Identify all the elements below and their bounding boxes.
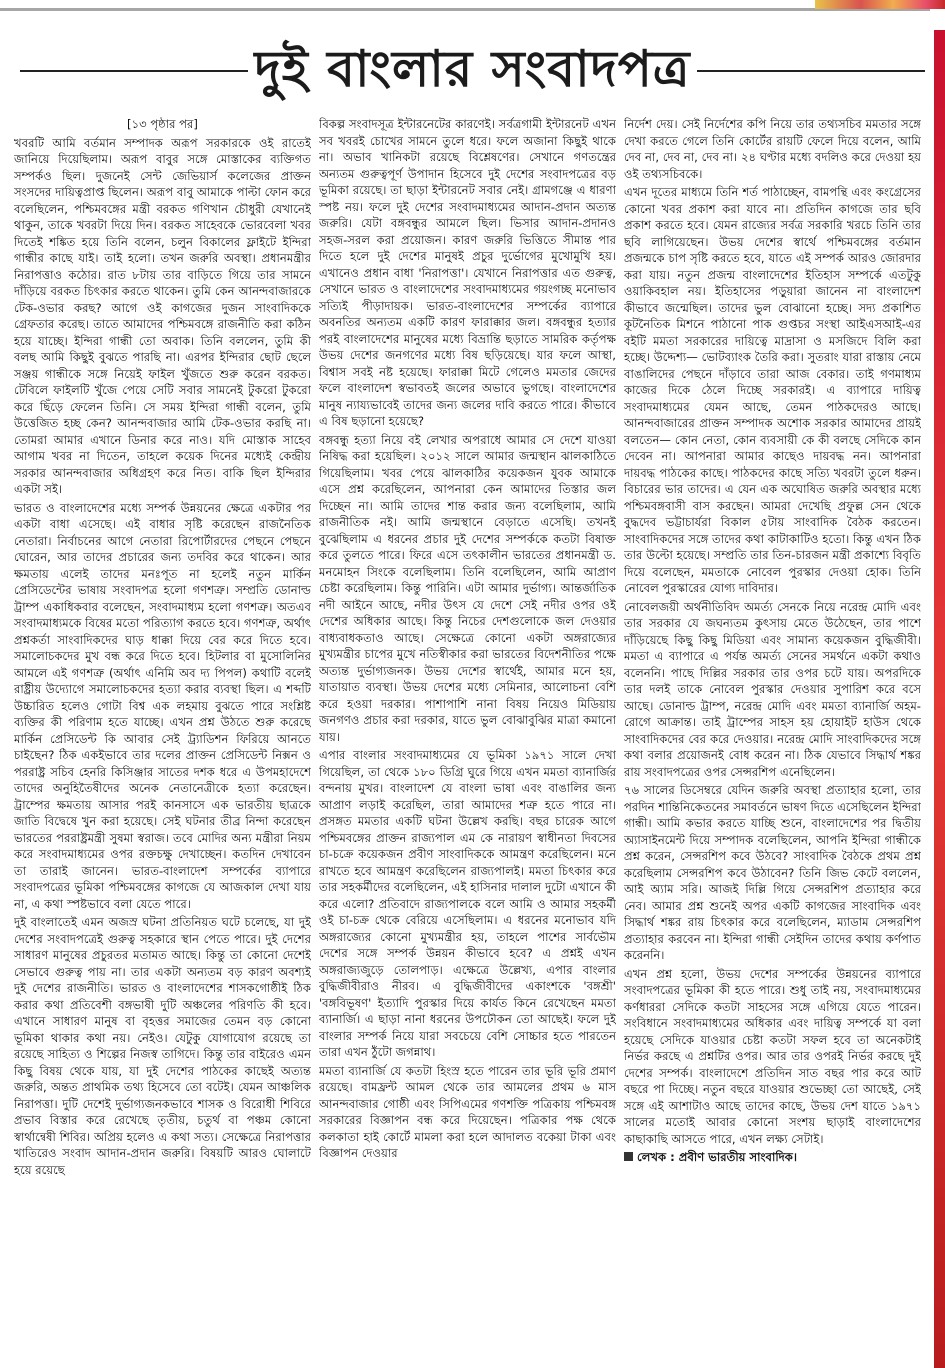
headline: দুই বাংলার সংবাদপত্র <box>254 39 691 98</box>
paragraph: ৭৬ সালের ডিসেম্বরে যেদিন জরুরি অবস্থা প্রত্যাহার হলো, তার পরদিন শান্তিনিকেতনের সমাবর্তনে ভাষণ দিতে এসেছিলেন ইন্দিরা গান্ধী। আমি কভার করতে যাচ্ছি শুনে, বাংলাদেশের পর দ্বিতীয় অ্যাসাইনমেন্ট দিয়ে সম্পাদক বলেছিলেন, আপনি ইন্দিরা গান্ধীকে প্রশ্ন করেন, সেন্সরশিপ কবে উঠবে? সাংবাদিক বৈঠকে প্রথম প্রশ্ন করেছিলাম সেন্সরশিপ কবে উঠাবেন? তিনি জিভ কেটে বললেন, আই অ্যাম সরি। আজই দিল্লি গিয়ে সেন্সরশিপ প্রত্যাহার করে নেব। আমার প্রশ্ন শুনেই অপর একটি কাগজের সাংবাদিক এবং সিদ্ধার্থ শঙ্কর রায় চিৎকার করে বলেছিলেন, ম্যাডাম সেন্সরশিপ প্রত্যাহার করবেন না। ইন্দিরা গান্ধী সেইদিন তাদের কথায় কর্ণপাত করেননি। <box>624 783 921 962</box>
paragraph: মমতা ব্যানার্জি যে কতটা হিংস্র হতে পারেন তার ভূরি ভূরি প্রমাণ রয়েছে। বামফ্রন্ট আমল থেকে তার আমলের প্রথম ৬ মাস আনন্দবাজার গোষ্ঠী এবং সিপিএমের গণশক্তি পত্রিকায় পশ্চিমবঙ্গ সরকারের বিজ্ঞাপন বন্ধ করে দিয়েছেন। পত্রিকার পক্ষ থেকে কলকাতা হাই কোর্টে মামলা করা হলে আদালত বকেয়া টাকা এবং বিজ্ঞাপন দেওয়ার <box>319 1063 616 1160</box>
paragraph: এপার বাংলার সংবাদমাধ্যমের যে ভূমিকা ১৯৭১ সালে দেখা গিয়েছিল, তা থেকে ১৮০ ডিগ্রি ঘুরে গিয়ে এখন মমতা ব্যানার্জির বন্দনায় মুখর। বাংলাদেশ যে বাংলা ভাষা এবং বাঙালির জন্য আপ্রাণ লড়াই করেছিল, তারা আমাদের শত্রু হতে পারে না। প্রসঙ্গত মমতার একটি ঘটনা উল্লেখ করছি। বছর চারেক আগে পশ্চিমবঙ্গের প্রাক্তন রাজ্যপাল এম কে নারায়ণ স্বাধীনতা দিবসের চা-চক্রে কয়েকজন প্রবীণ সাংবাদিককে আমন্ত্রণ করেছিলেন। মনে রাখতে হবে আমন্ত্রণ করেছিলেন রাজ্যপালই। মমতা চিৎকার করে তার সহকর্মীদের বলেছিলেন, এই হাসিনার দালাল দুটো এখানে কী করে এলো? প্রতিবাদে রাজ্যপালকে বলে আমি ও আমার সহকর্মী ওই চা-চক্র থেকে বেরিয়ে এসেছিলাম। এ ধরনের মনোভাব যদি অঙ্গরাজ্যের কোনো মুখ্যমন্ত্রীর হয়, তাহলে পাশের সার্বভৌম দেশের সঙ্গে সম্পর্ক উন্নয়ন কীভাবে হবে? এ প্রশ্নই এখন অঙ্গরাজ্যজুড়ে তোলপাড়। এক্ষেত্রে উল্লেখ্য, এপার বাংলার বুদ্ধিজীবীরাও নীরব। এ বুদ্ধিজীবীদের একাংশকে 'বঙ্গশ্রী' 'বঙ্গবিভূষণ' ইত্যাদি পুরস্কার দিয়ে কার্যত কিনে রেখেছেন মমতা ব্যানার্জি। এ ছাড়া নানা ধরনের উপঢৌকন তো আছেই। ফলে দুই বাংলার সম্পর্ক নিয়ে যারা সবচেয়ে বেশি সোচ্চার হতে পারতেন তারা এখন ঠুঁটো জগন্নাথ। <box>319 748 616 1059</box>
paragraph: এখন দূতের মাধ্যমে তিনি শর্ত পাঠাচ্ছেন, বামপন্থি এবং কংগ্রেসের কোনো খবর প্রকাশ করা যাবে না। প্রতিদিন কাগজে তার ছবি প্রকাশ করতে হবে। যেমন রাজ্যের সর্বত্র সরকারি খরচে তিনি তার ছবি লাগিয়েছেন। উভয় দেশের স্বার্থে পশ্চিমবঙ্গের বর্তমান প্রজন্মকে চাপ সৃষ্টি করতে হবে, যাতে এই সম্পর্ক আরও জোরদার করা যায়। নতুন প্রজন্ম বাংলাদেশের ইতিহাস সম্পর্কে এতটুকু ওয়াকিবহাল নয়। ইতিহাসের পড়ুয়ারা জানেন না বাংলাদেশ কীভাবে জন্মেছিল। তাদের ভুল বোঝানো হচ্ছে। সদ্য প্রকাশিত কূটনৈতিক মিশনে পাঠানো পাক গুপ্তচর সংস্থা আইএসআই-এর বইটি মমতা সরকারের দায়িত্বে মাদ্রাসা ও মসজিদে বিলি করা হচ্ছে। উদ্দেশ্য— ভোটব্যাংক তৈরি করা। সুতরাং যারা রাস্তায় নেমে বাঙালিদের পেছনে দাঁড়াবে তারা আজ বেকার। তাই গণমাধ্যম কাজের দিকে ঠেলে দিচ্ছে সরকারই। এ ব্যাপারে দায়িত্ব সংবাদমাধ্যমের যেমন আছে, তেমন পাঠকদেরও আছে। আনন্দবাজারের প্রাক্তন সম্পাদক অশোক সরকার আমাদের প্রায়ই বলতেন— কোন নেতা, কোন ব্যবসায়ী কে কী বলছে সেদিকে কান দেবেন না। আপনারা আমার কাছেও দায়বদ্ধ নন। আপনারা দায়বদ্ধ পাঠকের কাছে। পাঠকদের কাছে সত্যি খবরটা তুলে ধরুন। বিচারের ভার তাদের। এ যেন এক অঘোষিত জরুরি অবস্থার মধ্যে পশ্চিমবঙ্গবাসী বাস করছেন। আমরা দেখেছি প্রফুল্ল সেন থেকে বুদ্ধদেব ভট্টাচার্যরা বিকাল ৫টায় সাংবাদিক বৈঠক করতেন। সাংবাদিকদের সঙ্গে তাদের কথা কাটাকাটিও হতো। কিন্তু এখন ঠিক তার উল্টো হয়েছে। সম্প্রতি তার তিন-চারজন মন্ত্রী প্রকাশ্যে বিবৃতি দিয়ে বলেছেন, মমতাকে নোবেল পুরস্কার দেওয়া হোক। তিনি নোবেল পুরস্কারের যোগ্য দাবিদার। <box>624 185 921 595</box>
paragraph: ভারত ও বাংলাদেশের মধ্যে সম্পর্ক উন্নয়নের ক্ষেত্রে একটার পর একটা বাধা এসেছে। এই বাধার সৃষ্টি করেছেন রাজনৈতিক নেতারা। নির্বাচনের আগে নেতারা রিপোর্টারদের পেছনে পেছনে ঘোরেন, আর তাদের প্রচারের জন্য তদবির করে থাকেন। আর ক্ষমতায় এলেই তাদের মনঃপূত না হলেই নতুন মার্কিন প্রেসিডেন্টের ভাষায় সংবাদপত্র হলো গণশত্রু। সম্প্রতি ডোনাল্ড ট্রাম্প একাধিকবার বলেছেন, সংবাদমাধ্যম হলো গণশত্রু। অতএব সংবাদমাধ্যমকে বিষের মতো পরিত্যাগ করতে হবে। গণশত্রু, অর্থাৎ প্রশ্নকর্তা সাংবাদিকদের ঘাড় ধাক্কা দিয়ে বের করে দিতে হবে। সমালোচকদের মুখ বন্ধ করে দিতে হবে। হিটলার বা মুসোলিনির আমলে এই গণশত্রু (অর্থাৎ এনিমি অব দ্য পিপল) কথাটি বলেই রাষ্ট্রীয় উদ্যোগে সমালোচকদের হত্যা করার ব্যবস্থা ছিল। এ শব্দটি উচ্চারিত হলেও গোটা বিশ্ব এক লহমায় বুঝতে পারে সংশ্লিষ্ট ব্যক্তির কী পরিণাম হতে যাচ্ছে। এখন প্রশ্ন উঠতে শুরু করেছে মার্কিন প্রেসিডেন্ট কি আবার সেই ট্র্যাডিশন ফিরিয়ে আনতে চাইছেন? ঠিক একইভাবে তার দলের প্রাক্তন প্রেসিডেন্ট নিক্সন ও পররাষ্ট্র সচিব হেনরি কিসিঞ্জার সাতের দশক ধরে এ উপমহাদেশে তাদের অনুহিতৈষীদের অনেক নেতানেত্রীকে হত্যা করেছেন। ট্রাম্পের ক্ষমতায় আসার পরই কানসাসে এক ভারতীয় ছাত্রকে জাতি বিদ্বেষে খুন করা হয়েছে। সেই ঘটনার তীব্র নিন্দা করেছেন ভারতের পররাষ্ট্রমন্ত্রী সুষমা স্বরাজ। তবে মোদির অন্য মন্ত্রীরা নিয়ম করে সংবাদমাধ্যমের ওপর রক্তচক্ষু দেখাচ্ছেন। কতদিন দেখাবেন তা তারাই জানেন। ভারত-বাংলাদেশ সম্পর্কের ব্যাপারে সংবাদপত্রের ভূমিকা পশ্চিমবঙ্গের কাগজে যে আজকাল দেখা যায় না, এ কথা স্পষ্টভাবে বলা যেতে পারে। <box>14 500 311 911</box>
paragraph: বঙ্গবন্ধু হত্যা নিয়ে বই লেখার অপরাধে আমার সে দেশে যাওয়া নিষিদ্ধ করা হয়েছিল। ২০১২ সালে আমার জন্মস্থান ঝালকাঠিতে গিয়েছিলাম। খবর পেয়ে ঝালকাঠির কয়েকজন যুবক আমাকে এসে প্রশ্ন করেছিলেন, আপনারা কেন আমাদের তিস্তার জল দিচ্ছেন না। আমি তাদের শান্ত করার জন্য বলেছিলাম, আমি রাজনীতিক নই। আমি জন্মস্থানে বেড়াতে এসেছি। তখনই বুঝেছিলাম এ ধরনের প্রচার দুই দেশের সম্পর্ককে কতটা বিষাক্ত করে তুলতে পারে। ফিরে এসে তৎকালীন ভারতের প্রধানমন্ত্রী ড. মনমোহন সিংকে বলেছিলাম। তিনি বলেছিলেন, আমি আপ্রাণ চেষ্টা করেছিলাম। কিন্তু পারিনি। এটা আমার দুর্ভাগ্য। আন্তর্জাতিক নদী আইনে আছে, নদীর উৎস যে দেশে সেই নদীর ওপর ওই দেশের অধিকার আছে। কিন্তু নিচের দেশগুলোকে জল দেওয়ার বাধ্যবাধকতাও আছে। সেক্ষেত্রে কোনো একটা অঙ্গরাজ্যের মুখ্যমন্ত্রীর চাপের মুখে নতিস্বীকার করা ভারতের বিদেশনীতির পক্ষে অত্যন্ত দুর্ভাগ্যজনক। উভয় দেশের স্বার্থেই, আমার মনে হয়, যাতায়াত ব্যবস্থা। উভয় দেশের মধ্যে সেমিনার, আলোচনা বেশি করে হওয়া দরকার। পাশাপাশি নানা বিষয় নিয়েও মিডিয়ায় জনগণও প্রচার করা দরকার, যাতে ভুল বোঝাবুঝির মাত্রা কমানো যায়। <box>319 432 616 744</box>
page-edge-stripe <box>934 30 945 1368</box>
paragraph: খবরটি আমি বর্তমান সম্পাদক অরূপ সরকারকে ওই রাতেই জানিয়ে দিয়েছিলাম। অরূপ বাবুর সঙ্গে মোস্তাকের ব্যক্তিগত সম্পর্কও ছিল। দুজনেই সেন্ট জেভিয়ার্স কলেজের প্রাক্তন সংসদের দায়িত্বপ্রাপ্ত ছিলেন। অরূপ বাবু আমাকে পাল্টা ফোন করে বলেছিলেন, পশ্চিমবঙ্গের মন্ত্রী বরকত গণিখান চৌধুরী যেখানেই থাকুন, তাকে খবরটা দিয়ে দিন। বরকত সাহেবকে ভোরবেলা খবর দিতেই শঙ্কিত হয়ে তিনি বলেন, চলুন বিকালের ফ্লাইটে ইন্দিরা গান্ধীর কাছে যাই। তাই হলো। তখন জরুরি অবস্থা। প্রধানমন্ত্রীর নিরাপত্তাও কঠোর। রাত ৮টায় তার বাড়িতে গিয়ে তার সামনে দাঁড়িয়ে বরকত চিৎকার করতে থাকেন। তুমি কেন আনন্দবাজারকে টেক-ওভার করছ? আগে ওই কাগজের দুজন সাংবাদিককে গ্রেফতার করেছ। তাতে আমাদের পশ্চিমবঙ্গে রাজনীতি করা কঠিন হয়ে যাচ্ছে। ইন্দিরা গান্ধী তো অবাক। তিনি বললেন, তুমি কী বলছ আমি কিছুই বুঝতে পারছি না। এরপর ইন্দিরার ছোট ছেলে সঞ্জয় গান্ধীকে সঙ্গে নিয়েই ফাইল খুঁজতে শুরু করেন বরকত। টেবিলে ফাইলটি খুঁজে পেয়ে সেটি সবার সামনেই টুকরো টুকরো করে ছিঁড়ে ফেলেন তিনি। সে সময় ইন্দিরা গান্ধী বলেন, তুমি উত্তেজিত হচ্ছ কেন? আনন্দবাজার আমি টেক-ওভার করছি না। তোমরা আমার এখানে ডিনার করে নাও। যদি মোস্তাক সাহেব আগাম খবর না দিতেন, তাহলে কয়েক দিনের মধ্যেই কেন্দ্রীয় সরকার আনন্দবাজার অধিগ্রহণ করে নিত। বাকি ছিল ইন্দিরার একটা সই। <box>14 135 311 496</box>
paragraph: দুই বাংলাতেই এমন অজস্র ঘটনা প্রতিনিয়ত ঘটে চলেছে, যা দুই দেশের সংবাদপত্রেই গুরুত্ব সহকারে স্থান পেতে পারে। দুই দেশের সাধারণ মানুষের প্রচুরতর মতামত আছে। কিন্তু তা কোনো দেশেই সেভাবে গুরুত্ব পায় না। তার একটা অন্যতম বড় কারণ অবশ্যই দুই দেশের রাজনীতি। ভারত ও বাংলাদেশের শাসকগোষ্ঠীই ঠিক করার কথা প্রতিবেশী বঙ্গভাষী দুটি অঞ্চলের পরিণতি কী হবে। এখানে সাধারণ মানুষ বা বৃহত্তর সমাজের তেমন বড় কোনো ভূমিকা থাকার কথা নয়। নেইও। যেটুকু যোগাযোগ রয়েছে তা রয়েছে সাহিত্য ও শিল্পের নিজস্ব তাগিদে। কিন্তু তার বাইরেও এমন কিছু বিষয় থেকে যায়, যা দুই দেশের পাঠকের কাছেই অত্যন্ত জরুরি, অন্তত প্রাথমিক তথ্য হিসেবে তো বটেই। যেমন আঞ্চলিক নিরাপত্তা। দুটি দেশেই দুর্ভাগ্যজনকভাবে শাসক ও বিরোধী শিবিরে প্রভাব বিস্তার করে রেখেছে তৃতীয়, চতুর্থ বা পঞ্চম কোনো স্বার্থান্বেষী শিবির। অপ্রিয় হলেও এ কথা সত্য। সেক্ষেত্রে নিরাপত্তার খাতিরেও সংবাদ আদান-প্রদান জরুরি। বিষয়টি আরও ঘোলাটে হয়ে রয়েছে <box>14 915 311 1177</box>
byline-label: লেখক : <box>637 1150 675 1164</box>
paragraph: নোবেলজয়ী অর্থনীতিবিদ অমর্ত্য সেনকে নিয়ে নরেন্দ্র মোদি এবং তার সরকার যে জঘন্যতম কুৎসায় মেতে উঠেছেন, তার পাশে দাঁড়িয়েছে কিছু কিছু মিডিয়া এবং সামান্য কয়েকজন বুদ্ধিজীবী। মমতা এ ব্যাপারে এ পর্যন্ত অমর্ত্য সেনের সমর্থনে একটা কথাও বলেননি। পাছে দিল্লির সরকার তার ওপর চটে যায়। অপরদিকে তার দলই তাকে নোবেল পুরস্কার দেওয়ার সুপারিশ করে বসে আছে। ডোনাল্ড ট্রাম্প, নরেন্দ্র মোদি এবং মমতা ব্যানার্জি অহম-রোগে আক্রান্ত। তাই ট্রাম্পের সাহস হয় হোয়াইট হাউস থেকে সাংবাদিকদের বের করে দেওয়ার। নরেন্দ্র মোদি সাংবাদিকদের সঙ্গে কথা বলার প্রয়োজনই বোধ করেন না। ঠিক যেভাবে সিদ্ধার্থ শঙ্কর রায় সংবাদপত্রের ওপর সেন্সরশিপ এনেছিলেন। <box>624 599 921 779</box>
article-body <box>14 116 923 1362</box>
bullet-square-icon <box>624 1152 633 1161</box>
headline-rule-right <box>697 70 925 72</box>
paragraph: নির্দেশ দেয়। সেই নির্দেশের কপি নিয়ে তার তথ্যসচিব মমতার সঙ্গে দেখা করতে গেলে তিনি কোর্টের রায়টি ফেলে দিয়ে বলেন, আমি দেব না, দেব না, দেব না। ২৪ ঘণ্টার মধ্যে বদলিও করে দেওয়া হয় ওই তথ্যসচিবকে। <box>624 117 921 181</box>
paragraph: বিকল্প সংবাদসূত্র ইন্টারনেটের কারণেই। সর্বত্রগামী ইন্টারনেট এখন সব খবরই চোখের সামনে তুলে ধরে। ফলে অজানা কিছুই থাকে না। অভাব খানিকটা রয়েছে বিশ্লেষণের। সেখানে গণতন্ত্রের অন্যতম গুরুত্বপূর্ণ উপাদান হিসেবে দুই দেশের সংবাদপত্রের বড় ভূমিকা রয়েছে। তা ছাড়া ইন্টারনেট সবার নেই। গ্রামগঞ্জে এ ধারণা স্পষ্ট নয়। ফলে দুই দেশের সংবাদমাধ্যমের আদান-প্রদান অত্যন্ত জরুরি। যেটা বঙ্গবন্ধুর আমলে ছিল। ভিসার আদান-প্রদানও সহজ-সরল করা প্রয়োজন। কারণ জরুরি ভিত্তিতে সীমান্ত পার দিতে হলে দুই দেশের মানুষই প্রচুর দুর্ভোগের মুখোমুখি হয়। এখানেও প্রধান বাধা 'নিরাপত্তা'। যেখানে নিরাপত্তার এত গুরুত্ব, সেখানে ভারত ও বাংলাদেশের সংবাদমাধ্যমের গয়ংগচ্ছ মনোভাব সত্যিই পীড়াদায়ক। ভারত-বাংলাদেশের সম্পর্কের ব্যাপারে অবনতির অন্যতম একটি কারণ ফারাক্কার জল। বঙ্গবন্ধুর হত্যার পরই বাংলাদেশের মানুষের মধ্যে বিভ্রান্তি ছড়াতে সামরিক কর্তৃপক্ষ উভয় দেশের জনগণের মধ্যে বিষ ছড়িয়েছে। যার ফলে আস্থা, বিশ্বাস সবই নষ্ট হয়েছে। ফারাক্কা মিটে গেলেও মমতার জেদের ফলে বাংলাদেশ স্বভাবতই জলের অভাবে ভুগছে। বাংলাদেশের মানুষ ন্যায্যভাবেই তাদের জন্য জলের দাবি করতে পারে। কীভাবে এ বিষ ছড়ানো হয়েছে? <box>319 117 616 428</box>
continued-marker: [১৩ পৃষ্ঠার পর] <box>127 117 198 131</box>
top-rule <box>0 8 930 11</box>
byline <box>624 1149 921 1166</box>
masthead <box>20 26 925 116</box>
paragraph: এখন প্রশ্ন হলো, উভয় দেশের সম্পর্কের উন্নয়নের ব্যাপারে সংবাদপত্রের ভূমিকা কী হতে পারে। শুধু তাই নয়, সংবাদমাধ্যমের কর্ণধাররা সেদিকে কতটা সাহসের সঙ্গে এগিয়ে যেতে পারেন। সংবিধানে সংবাদমাধ্যমের অধিকার এবং দায়িত্ব সম্পর্কে যা বলা হয়েছে সেদিকে যাওয়ার চেষ্টা কতটা সফল হবে তা অনেকটাই নির্ভর করছে এ প্রশ্নটির ওপর। আর তার ওপরই নির্ভর করছে দুই দেশের সম্পর্ক। বাংলাদেশে প্রতিদিন সাত বছর পার করে আট বছরে পা দিচ্ছে। নতুন বছরে যাওয়ার শুভেচ্ছা তো আছেই, সেই সঙ্গে এই আশাটাও আছে তাদের কাছে, উভয় দেশ যাতে ১৯৭১ সালের মতোই আবার কোনো সংশয় ছাড়াই বাংলাদেশের কাছাকাছি আসতে পারে, এখন লক্ষ্য সেটাই। <box>624 966 921 1146</box>
corner-decoration <box>815 0 945 9</box>
article-column-1 <box>14 116 311 1362</box>
article-column-2 <box>319 116 616 1362</box>
headline-rule-left <box>20 70 248 72</box>
byline-text: প্রবীণ ভারতীয় সাংবাদিক। <box>678 1150 798 1164</box>
article-column-3 <box>624 116 921 1362</box>
